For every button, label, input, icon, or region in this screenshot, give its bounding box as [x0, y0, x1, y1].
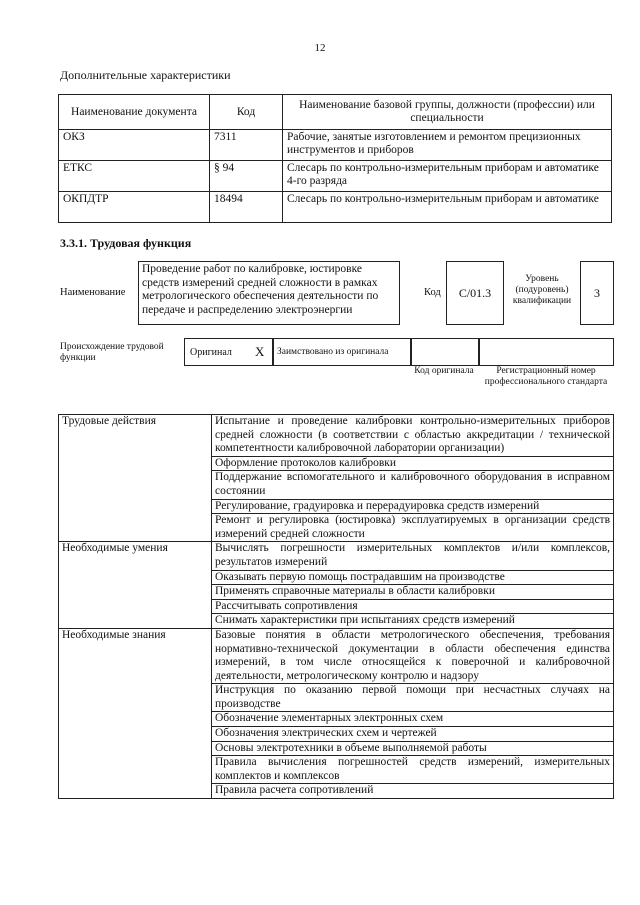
table-row — [59, 161, 612, 192]
classification-table — [58, 94, 612, 223]
reg-number-label: Регистрационный номер профессионального стандарта — [484, 366, 608, 387]
table-row — [59, 628, 614, 683]
header-name: Наименование базовой группы, должности (профессии) или специальности — [283, 95, 612, 130]
cell-doc: ОКПДТР — [59, 192, 210, 223]
item-cell: Вычислять погрешности измерительных комплектов и/или комплексов, результатов измерений — [212, 542, 614, 570]
cell-doc: ЕТКС — [59, 161, 210, 192]
cell-name: Слесарь по контрольно-измерительным приборам и автоматике — [283, 192, 612, 223]
item-cell: Регулирование, градуировка и перерадуировка средств измерений — [212, 499, 614, 514]
code-original-label: Код оригинала — [414, 366, 474, 376]
cell-code: 7311 — [210, 130, 283, 161]
item-cell: Правила расчета сопротивлений — [212, 784, 614, 799]
page-number: 12 — [314, 42, 326, 54]
cell-name: Слесарь по контрольно-измерительным приборам и автоматике 4-го разряда — [283, 161, 612, 192]
borrowed-label: Заимствовано из оригинала — [277, 347, 389, 357]
item-cell: Инструкция по оказанию первой помощи при несчастных случаях на производстве — [212, 684, 614, 712]
code-label: Код — [424, 287, 441, 298]
table-row — [59, 130, 612, 161]
header-code: Код — [210, 95, 283, 130]
table-row — [59, 542, 614, 570]
table-row — [59, 415, 614, 457]
item-cell: Снимать характеристики при испытаниях средств измерений — [212, 614, 614, 629]
table-row — [59, 192, 612, 223]
function-name-box: Проведение работ по калибровке, юстировке средств измерений средней сложности в рамках метрологического обеспечения деятельности по передаче и распределению электроэнергии — [138, 261, 400, 325]
origin-label: Происхождение трудовой функции — [60, 342, 164, 363]
item-cell: Оказывать первую помощь пострадавшим на производстве — [212, 570, 614, 585]
item-cell: Базовые понятия в области метрологического обеспечения, требования нормативно-технической документации в области обеспечения единства измерений, в том числе относящейся к поверочной и калибровочной деятельности, метрологическому контролю и надзору — [212, 628, 614, 683]
item-cell: Рассчитывать сопротивления — [212, 599, 614, 614]
cell-code: 18494 — [210, 192, 283, 223]
origin-reg-box — [478, 338, 614, 366]
cell-doc: ОКЗ — [59, 130, 210, 161]
code-value: C/01.3 — [446, 261, 504, 325]
item-cell: Обозначение элементарных электронных схем — [212, 712, 614, 727]
category-cell: Необходимые знания — [59, 628, 212, 798]
header-doc: Наименование документа — [59, 95, 210, 130]
item-cell: Основы электротехники в объеме выполняемой работы — [212, 741, 614, 756]
origin-borrowed-box — [272, 338, 412, 366]
origin-original-box — [184, 338, 274, 366]
item-cell: Применять справочные материалы в области калибровки — [212, 585, 614, 600]
origin-code-box — [410, 338, 480, 366]
cell-code: § 94 — [210, 161, 283, 192]
original-label: Оригинал — [190, 347, 232, 358]
additional-characteristics-title: Дополнительные характеристики — [60, 68, 231, 82]
level-label: Уровень (подуровень) квалификации — [512, 274, 572, 306]
item-cell: Оформление протоколов калибровки — [212, 456, 614, 471]
item-cell: Правила вычисления погрешностей средств измерений, измерительных комплектов и комплексов — [212, 756, 614, 784]
name-label: Наименование — [60, 287, 126, 298]
item-cell: Испытание и проведение калибровки контрольно-измерительных приборов средней сложности (в соответствии с областью аккредитации / технической компетентности калибровочной лаборатории организации) — [212, 415, 614, 457]
category-cell: Необходимые умения — [59, 542, 212, 629]
item-cell: Обозначения электрических схем и чертежей — [212, 727, 614, 742]
cell-name: Рабочие, занятые изготовлением и ремонтом прецизионных инструментов и приборов — [283, 130, 612, 161]
category-cell: Трудовые действия — [59, 415, 212, 542]
level-value: 3 — [580, 261, 614, 325]
function-details-table — [58, 414, 614, 799]
section-title: 3.3.1. Трудовая функция — [60, 236, 192, 250]
item-cell: Поддержание вспомогательного и калибровочного оборудования в исправном состоянии — [212, 471, 614, 499]
item-cell: Ремонт и регулировка (юстировка) эксплуатируемых в организации средств измерений средней сложности — [212, 514, 614, 542]
original-mark: X — [255, 344, 265, 359]
